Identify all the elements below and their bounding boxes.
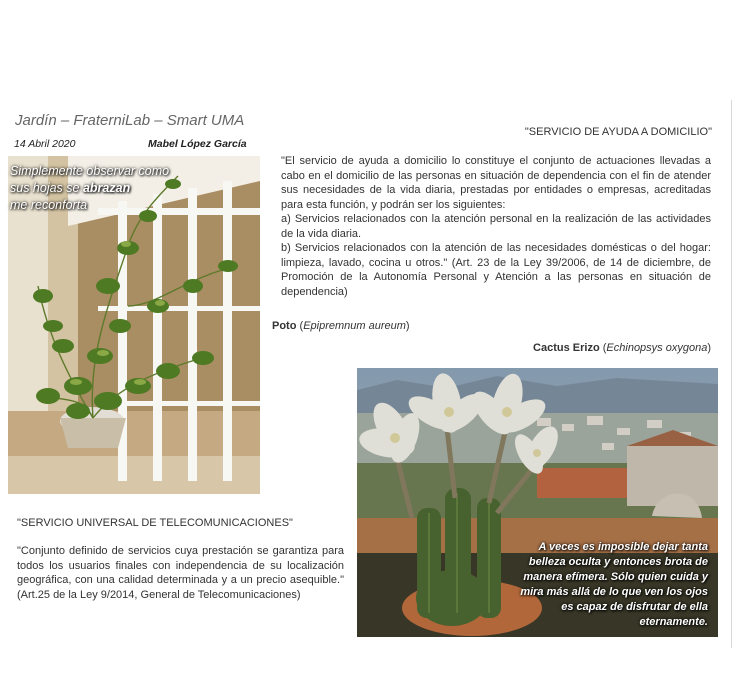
overlay-line-2 xyxy=(10,180,169,197)
cactus-caption-name: Cactus Erizo xyxy=(533,342,600,354)
overlay-emphasis: abrazan xyxy=(82,181,131,195)
cactus-caption-latin: Echinopsys oxygona xyxy=(606,342,708,354)
cactus-caption: Cactus Erizo (Echinopsys oxygona) xyxy=(533,342,711,354)
page-divider-line xyxy=(731,100,732,648)
poto-photo-overlay-text xyxy=(10,163,169,214)
poto-caption: Poto (Epipremnum aureum) xyxy=(272,320,410,332)
overlay-line-2-text: sus hojas se xyxy=(10,181,83,195)
page-title: Jardín – FraterniLab – Smart UMA xyxy=(15,112,245,129)
telecom-heading: "SERVICIO UNIVERSAL DE TELECOMUNICACIONES" xyxy=(17,517,293,529)
home-help-body xyxy=(281,154,711,299)
home-help-heading: "SERVICIO DE AYUDA A DOMICILIO" xyxy=(524,126,712,138)
home-help-item-b: b) Servicios relacionados con la atención de las necesidades domésticas o del hogar: limpieza, lavado, cocina u otros." (Art. 23 de la Ley 39/2006, de 14 de diciembre, de Promoción de la Autonomía Personal y Atención a las personas en situación de dependencia) xyxy=(281,242,711,298)
poto-caption-latin: Epipremnum aureum xyxy=(303,320,406,332)
overlay-line-1: Simplemente observar como xyxy=(10,164,170,178)
author-name: Mabel López García xyxy=(148,138,247,150)
poto-caption-name: Poto xyxy=(272,320,297,332)
telecom-body: "Conjunto definido de servicios cuya prestación se garantiza para todos los usuarios finales con independencia de su localización geográfica, con una calidad determinada y a un precio asequible." (Art.25 de la Ley 9/2014, General de Telecomunicaciones) xyxy=(17,545,344,601)
publication-date: 14 Abril 2020 xyxy=(14,138,76,150)
home-help-item-a: a) Servicios relacionados con la atención personal en la realización de las actividades de la vida diaria. xyxy=(281,213,711,240)
cactus-photo-overlay-text: A veces es imposible dejar tanta belleza oculta y entonces brota de manera efímera. Sólo quien cuida y mira más allá de lo que ven los ojos es capaz de disfrutar de ella eternamente. xyxy=(520,541,708,628)
overlay-line-3: me reconforta xyxy=(10,198,88,212)
home-help-paragraph: "El servicio de ayuda a domicilio lo constituye el conjunto de actuaciones llevadas a cabo en el domicilio de las personas en situación de dependencia con el fin de atender sus necesidades de la vida diaria, prestadas por entidades o empresas, acreditadas para esta función, y podrán ser los siguientes: xyxy=(281,155,711,211)
